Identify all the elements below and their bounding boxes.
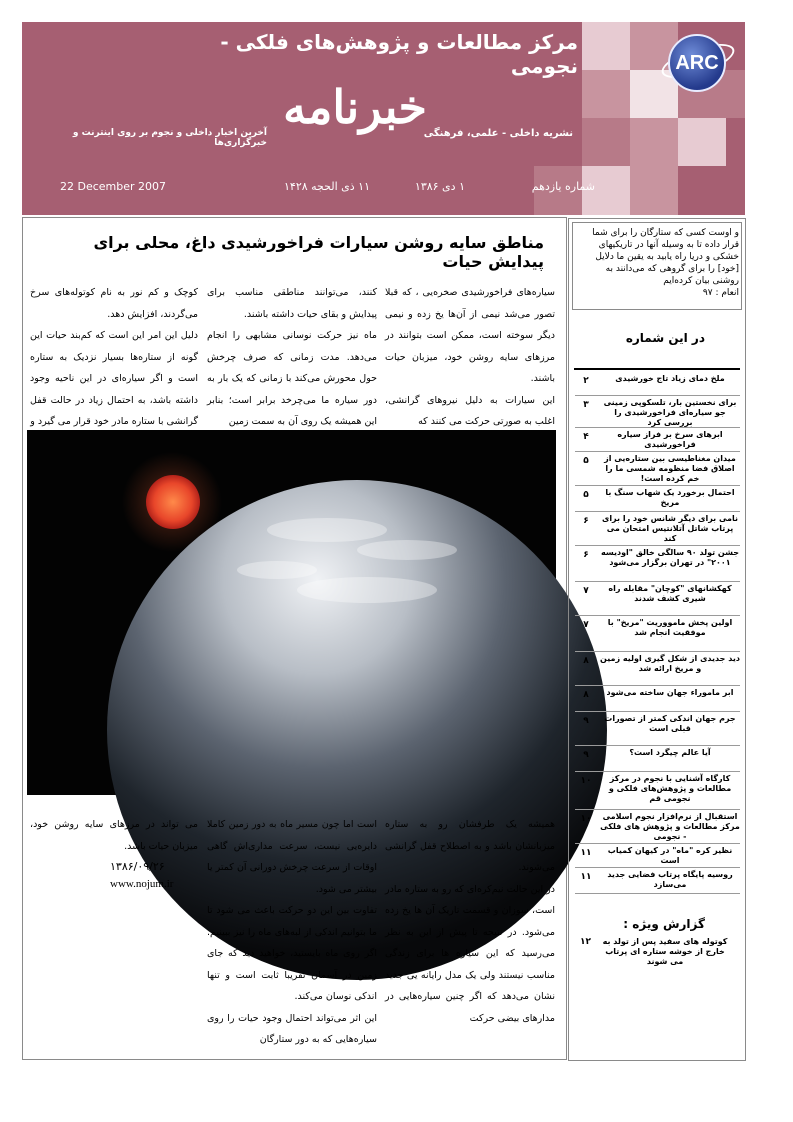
decor-square (630, 118, 678, 166)
inside-this-issue-title: در این شماره (625, 331, 705, 345)
toc-item-title: اولین پخش مامووریت "مریخ" با موفقیت انجام شد (607, 618, 733, 637)
paragraph: سیاره‌های فراخورشیدی صخره‌یی ، که قبلا تصور می‌شد نیمی از آن‌ها یخ زده و نیمی دیگر سوخته است، ممکن است بتوانند در مرزهای سایه روشن خود، میزبان حیات باشند. (385, 287, 555, 384)
toc-divider (575, 893, 740, 894)
article-column-5 (207, 814, 377, 1045)
newsletter-title: خبرنامه (283, 80, 427, 134)
toc-item-title: احتمال برخورد یک شهاب سنگ با مریخ (605, 488, 735, 507)
paragraph: می تواند در مرزهای سایه روشن خود، میزبان حیات باشد. (30, 819, 198, 852)
toc-item-page: ۵ (583, 490, 589, 500)
date-solar: ۱ دی ۱۳۸۶ (414, 180, 465, 193)
paragraph: است اما چون مسیر ماه به دور زمین کاملا دایره‌یی نیست، سرعت مداری‌اش گاهی اوقات از سرعت چرخش دورانی آن کمتر یا بیشتر می شود. (207, 819, 377, 895)
center-title: مرکز مطالعات و پژوهش‌های فلکی - نجومی (220, 30, 578, 78)
toc-item-title: روسیه پایگاه پرتاب فضایی جدید می‌سازد (607, 870, 733, 889)
toc-item-title: نظیر کره "ماه" در کیهان کمیاب است (607, 846, 733, 865)
toc-item-page: ۸ (583, 656, 589, 666)
toc-item-title: کارگاه آشنایی با نجوم در مرکز مطالعات و پژوهش‌های فلکی و نجومی قم (608, 774, 732, 803)
toc-divider (575, 395, 740, 396)
planet-image-svg (27, 430, 556, 795)
paragraph: همیشه یک طرفشان رو به ستاره میزبانشان باشد و به اصطلاح قفل گرانشی می‌شوند. (385, 819, 555, 873)
article-date: ۱۳۸۶/۰۹/۲۶ (110, 860, 165, 873)
toc-item-page: ۷ (583, 586, 589, 596)
issue-number: شماره یازدهم (531, 180, 595, 193)
quote-source: انعام : ۹۷ (702, 288, 739, 298)
decor-square (582, 118, 630, 166)
toc-item-title: نامی برای دیگر شانس خود را برای پرتاب شاتل آتلانتیس امتحان می کند (601, 514, 739, 543)
paragraph: تفاوت بین این دو حرکت باعث می شود تا ما بتوانیم اندکی از لبه‌های ماه را نیز ببینیم. اگر روی ماه بایستید، خواهید دید که جای زمین در آسمان تقریبا ثابت است و تنها اندکی نوسان می‌کند. (207, 905, 377, 1002)
toc-item-page: ۱۰ (580, 776, 592, 786)
toc-item-title: برای نخستین بار، تلسکوپی زمینی جو سیاره‌ای فراخورشیدی را بررسی کرد (603, 398, 737, 427)
toc-item-title: میدان مغناطیسی بین ستاره‌یی از اصلاق فضا منظومه شمسی ما را خم کرده است! (604, 454, 736, 483)
toc-divider (575, 843, 740, 844)
toc-item-page: ۱۱ (580, 848, 592, 858)
toc-item-title: استقبال از نرم‌افزار نجوم اسلامی مرکز مطالعات و پژوهش های فلکی - نجومی (600, 812, 740, 841)
newsletter-subtitle: نشریه داخلی - علمی، فرهنگی (423, 128, 573, 139)
decor-square (630, 166, 678, 215)
toc-divider (575, 485, 740, 486)
toc-divider (575, 511, 740, 512)
paragraph: این سیارات به دلیل نیروهای گرانشی، اغلب به صورتی حرکت می کنند که (385, 394, 555, 427)
article-column-6 (30, 814, 198, 854)
paragraph: دلیل این امر این است که کم‌بند حیات این گونه از ستاره‌ها بسیار نزدیک به ستاره است و اگر سیاره‌ای در این ناحیه وجود داشته باشد، به احتمال زیاد در حالت قفل گرانشی با ستاره مادر خود قرار می گیرد و (30, 330, 198, 427)
newsletter-tagline: آخرین اخبار داخلی و نجوم بر روی اینترنت و خبرگزاری‌ها (72, 128, 267, 148)
paragraph: این اثر می‌تواند احتمال وجود حیات را روی سیاره‌هایی که به دور ستارگان (207, 1012, 377, 1045)
toc-item-title: جشن تولد ۹۰ سالگی خالق "اودیسه ۲۰۰۱" در تهران برگزار می‌شود (600, 548, 740, 567)
toc-item-page: ۲ (583, 376, 589, 386)
toc-divider (575, 427, 740, 428)
toc-item-title: دید جدیدی از شکل گیری اولیه زمین و مریخ ارائه شد (600, 654, 740, 673)
toc-item-title: ابر ماموراء جهان ساخته می‌شود (606, 688, 734, 697)
divider (574, 368, 740, 370)
toc-item-page: ۶ (583, 550, 589, 560)
toc-item-page: ۷ (583, 620, 589, 630)
toc-item-page: ۳ (583, 400, 589, 410)
toc-item-page: ۸ (583, 690, 589, 700)
paragraph: در این حالت نیم‌کره‌ای که رو به ستاره مادر است، سوزان و قسمت تاریک آن ها یخ زده می‌شود. در نتیجه تا پیش از این به نظر می‌رسید که این سیاره ها برای زندگی مناسب نیستند ولی یک مدل رایانه یی جدید نشان می‌دهد که اگر چنین سیاره‌هایی در مدارهای بیضی حرکت (385, 883, 555, 1024)
special-report-page: ۱۲ (580, 937, 591, 947)
article-column-4 (385, 814, 555, 1038)
toc-item-page: ۹ (583, 750, 589, 760)
special-report-title: گزارش ویژه : (623, 917, 705, 931)
paragraph: کوچک و کم نور به نام کوتوله‌های سرخ می‌گردند، افزایش دهد. (30, 287, 198, 320)
quote-text: و اوست کسی که ستارگان را برای شما قرار داده تا به وسیله آنها در تاریکیهای خشکی و دریا راه یابید به یقین ما دلایل [خود] را برای گروهی که می‌دانند به روشنی بیان کرده‌ایم (592, 228, 739, 286)
article-column-3 (30, 282, 198, 427)
toc-item-title: آیا عالم چیگرد است؟ (629, 748, 711, 757)
toc-divider (575, 545, 740, 546)
article-column-1 (385, 282, 555, 427)
planet-illustration (27, 430, 556, 795)
special-report-text[interactable]: کوتوله های سفید پس از تولد به خارج از خوشه ستاره ای پرتاب می شوند (602, 937, 728, 966)
arc-logo: ARC (668, 34, 726, 92)
toc-item-page: ۶ (583, 516, 589, 526)
toc-item-title: ملخ دمای زیاد تاج خورشیدی (615, 374, 725, 383)
decor-square (582, 70, 630, 118)
toc-divider (575, 581, 740, 582)
red-dwarf-star (146, 475, 200, 529)
decor-square (678, 118, 726, 166)
toc-item-page: ۱۰ (580, 814, 592, 824)
paragraph: ماه نیز حرکت نوسانی مشابهی را انجام می‌دهد. مدت زمانی که صرف چرخش حول محورش می‌کند با زمانی که یک بار به دور سیاره ما می‌چرخد برابر است؛ بنابر این همیشه یک روی آن به سمت زمین (207, 330, 377, 427)
toc-item-title: ابرهای سرخ بر فراز سیاره فراخورشیدی (617, 430, 723, 449)
toc-divider (575, 711, 740, 712)
toc-item-page: ۱۱ (580, 872, 592, 882)
date-lunar: ۱۱ ذی الحجه ۱۴۲۸ (284, 180, 370, 193)
paragraph: کنند، می‌توانند مناطقی مناسب برای پیدایش و بقای حیات داشته باشند. (207, 287, 377, 320)
toc-item-page: ۴ (583, 432, 589, 442)
toc-divider (575, 771, 740, 772)
quran-quote (577, 227, 739, 299)
toc-item-page: ۹ (583, 716, 589, 726)
toc-divider (575, 451, 740, 452)
toc-divider (575, 615, 740, 616)
toc-divider (575, 685, 740, 686)
toc-item-page: ۵ (583, 456, 589, 466)
toc-divider (575, 867, 740, 868)
toc-item-title: کهکشانهای "کوچان" مقابله راه شیری کشف شدند (608, 584, 732, 603)
decor-square (582, 22, 630, 70)
toc-divider (575, 809, 740, 810)
source-link[interactable]: www.nojum.ir (110, 878, 174, 890)
toc-divider (575, 745, 740, 746)
article-column-2 (207, 282, 377, 427)
article-headline: مناطق سایه روشن سیارات فراخورشیدی داغ، محلی برای پیدایش حیات (93, 233, 544, 271)
toc-divider (575, 651, 740, 652)
toc-item-title: جرم جهان اندکی کمتر از تصورات قبلی است (604, 714, 736, 733)
date-gregorian: 22 December 2007 (60, 180, 167, 193)
